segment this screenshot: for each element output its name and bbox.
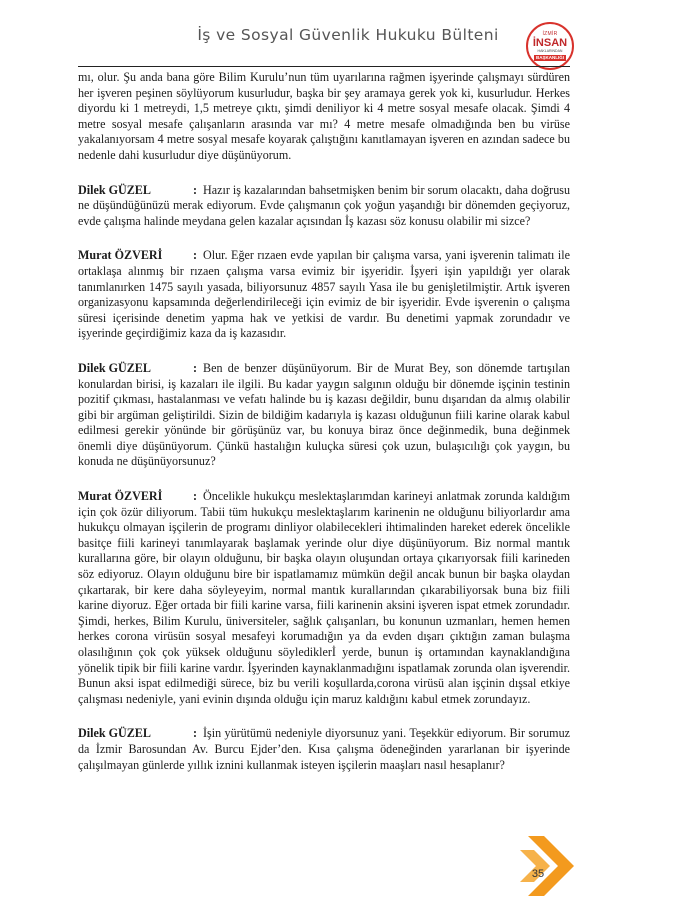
speaker-name: Dilek GÜZEL	[78, 360, 151, 375]
paragraph: Dilek GÜZEL : Hazır iş kazalarından bahsetmişken benim bir sorum olacaktı, daha doğrusu ne düşündüğünüzü merak ediyorum. Evde çalışmanın çok yoğun yaşandığı bir dönemden geçiyoruz, evde çalışma halinde meydana gelen kazalar açısından İş kazası söz konusu olabilir mi sizce?	[78, 182, 570, 228]
paragraph-text: Ben de benzer düşünüyorum. Bir de Murat Bey, son dönemde tartışılan konulardan birisi, iş kazaları ile ilgili. Bu kadar yaygın salgının olduğu bir dönemde işçinin testinin pozitif çıkması, hastalanması ve vefatı halinde bu iş kazası değildir, bunu dışarıdan da almış olabilir gibi bir argüman geliştirildi. Sizin de bildiğim kadarıyla iş kazası olduğunun fiili karine olarak kabul edilmesi gerekir yönünde bir görüşünüz var, bu konuya biraz önce değinmedik, buna değinmek önemli diye düşünüyorum. Çünkü hastalığın kuluçka süresi çok uzun, bulaşıcılığı çok yaygın, bu konuda ne düşünüyorsunuz?	[78, 360, 570, 469]
header-divider	[78, 66, 570, 67]
paragraph: Dilek GÜZEL : İşin yürütümü nedeniyle diyorsunuz yani. Teşekkür ediyorum. Bir sorumuz da İzmir Barosundan Av. Burcu Ejder’den. Kısa çalışma ödeneğinden yararlanan bir işyerinde çalışılmayan günlerde yıllık iznini kullanmak isteyen işçilerin maaşları nasıl hesaplanır?	[78, 726, 570, 772]
paragraph	[78, 70, 570, 164]
paragraph-text: Öncelikle hukukçu meslektaşlarımdan karineyi anlatmak zorunda kaldığım için çok özür diliyorum. Tabii tüm hukukçu meslektaşlarım karinenin ne olduğunu biliyorlardır ama hukukçu olmayan işçilerin de programı dinliyor olabilecekleri ihtimalinden hareket ederek öncelikle basitçe fiili karineyi tanımlayarak başlamak yerinde olur diye düşünüyorum. Biz normal mantık kurallarına göre, bir olayın olduğunu, bir başka olayın oluşundan ortaya çıkarıyorsak fiili karineden söz ediyoruz. Olayın olduğunu bire bir ispatlamamız mümkün değil ancak bunun bir başka olaydan çıkartarak, bir kere daha söyleyeyim, normal mantık kurallarından çıkarabiliyorsak buna biz fiili karine diyoruz. Eğer ortada bir fiili karine varsa, fiili karinenin aksini işveren ispat etmek zorundadır. Şimdi, herkes, Bilim Kurulu, üniversiteler, sağlık çalışanları, bu konunun uzmanları, hemen hemen herkes corona virüsün sosyal mesafeyi korumadığın ya da evden dışarı çıktığın zaman bulaşma olasılığının çok çok yüksek olduğunu söylediklerİ yerde, bunun iş ortamından kaynaklandığına yönelik tipik bir fiili karine vardır. İşyerinden kaynaklanmadığını ispatlamak zorunda olan işverendir. Bunun aksi ispat edilmediği sürece, biz bu verili koşullarda,corona virüsü alan işçinin dışsal etkiye çalışması nedeniyle, yani evinin dışında olduğu için maruz kaldığını kabul etmek zorundayız.	[78, 489, 570, 706]
logo-main-text: İNSAN	[532, 37, 568, 49]
paragraph-text: Hazır iş kazalarından bahsetmişken benim bir sorum olacaktı, daha doğrusu ne düşündüğünüzü merak ediyorum. Evde çalışmanın çok yoğun yaşandığı bir dönemden geçiyoruz, evde çalışma halinde meydana gelen kazalar açısından İş kazası söz konusu olabilir mi sizce?	[78, 182, 570, 228]
logo-sub-text: HAKLARINDAN	[537, 49, 563, 53]
paragraph-text: İşin yürütümü nedeniyle diyorsunuz yani. Teşekkür ediyorum. Bir sorumuz da İzmir Barosundan Av. Burcu Ejder’den. Kısa çalışma ödeneğinden yararlanan bir işyerinde çalışılmayan günlerde yıllık iznini kullanmak isteyen işçilerin maaşları nasıl hesaplanır?	[78, 726, 570, 772]
article-body	[78, 70, 570, 792]
speaker-name: Murat ÖZVERİ	[78, 489, 163, 504]
logo-top-text: İZMİR	[542, 31, 558, 37]
paragraph: Murat ÖZVERİ : Olur. Eğer rızaen evde yapılan bir çalışma varsa, yani işverenin talimatı ile ortaklaşa alınmış bir rızaen çalışma varsa evimiz bir işyeridir. İşyeri işin yapıldığı yer olarak tanımlanırken 1475 sayılı yasada, biliyorsunuz 4857 sayılı Yasa ile bu genişletilmiştir. Artık işveren organizasyonu kapsamında değerlendirileceği için evimiz de bir işyeridir. Evde işverenin o çalışma süresi içerisinde denetim yapma hak ve yetkisi de vardır. Bu denetimi yapmak zorundadır ve işyerinde geçirdiğimiz kaza da iş kazasıdır.	[78, 248, 570, 341]
institution-logo	[526, 22, 574, 70]
paragraph: Dilek GÜZEL : Ben de benzer düşünüyorum. Bir de Murat Bey, son dönemde tartışılan konulardan birisi, iş kazaları ile ilgili. Bu kadar yaygın salgının olduğu bir dönemde işçinin testinin pozitif çıkması, hastalanması ve vefatı halinde bu iş kazası değildir, bunu dışarıdan da almış olabilir gibi bir argüman geliştirildi. Sizin de bildiğim kadarıyla iş kazası olduğunun fiili karine olarak kabul edilmesi gerekir yönünde bir görüşünüz var, bu konuya biraz önce değinmedik, buna değinmek önemli diye düşünüyorum. Çünkü hastalığın kuluçka süresi çok uzun, bulaşıcılığı çok yaygın, bu konuda ne düşünüyorsunuz?	[78, 360, 570, 469]
speaker-name: Dilek GÜZEL	[78, 182, 151, 197]
speaker-name: Murat ÖZVERİ	[78, 248, 163, 263]
page-number: 35	[531, 868, 545, 880]
paragraph: Murat ÖZVERİ : Öncelikle hukukçu meslektaşlarımdan karineyi anlatmak zorunda kaldığım için çok özür diliyorum. Tabii tüm hukukçu meslektaşlarım karinenin ne olduğunu biliyorlardır ama hukukçu olmayan işçilerin de programı dinliyor olabilecekleri ihtimalinden hareket ederek öncelikle basitçe fiili karineyi tanımlayarak başlamak yerinde olur diye düşünüyorum. Biz normal mantık kurallarına göre, bir olayın olduğunu, bir başka olayın oluşundan ortaya çıkarıyorsak fiili karineden söz ediyoruz. Olayın olduğunu bire bir ispatlamamız mümkün değil ancak bunun bir başka olaydan çıkartarak, bir kere daha söyleyeyim, normal mantık kurallarından çıkarabiliyorsak buna biz fiili karine diyoruz. Eğer ortada bir fiili karine varsa, fiili karinenin aksini işveren ispat etmek zorundadır. Şimdi, herkes, Bilim Kurulu, üniversiteler, sağlık çalışanları, bu konunun uzmanları, hemen hemen herkes corona virüsün sosyal mesafeyi korumadığın ya da evden dışarı çıktığın zaman bulaşma olasılığının çok çok yüksek olduğunu söylediklerİ yerde, bunun iş ortamından kaynaklandığına yönelik tipik bir fiili karine vardır. İşyerinden kaynaklanmadığını ispatlamak zorunda olan işverendir. Bunun aksi ispat edilmediği sürece, biz bu verili koşullarda,corona virüsü alan işçinin dışsal etkiye çalışması nedeniyle, yani evinin dışında olduğu için maruz kaldığını kabul etmek zorundayız.	[78, 489, 570, 706]
bulletin-title: İş ve Sosyal Güvenlik Hukuku Bülteni	[197, 26, 499, 44]
speaker-name: Dilek GÜZEL	[78, 726, 151, 741]
page-number-badge	[514, 836, 574, 896]
logo-band-text: BAŞKANLIĞI	[536, 55, 564, 60]
paragraph-text: mı, olur. Şu anda bana göre Bilim Kurulu’nun tüm uyarılarına rağmen işyerinde çalışmayı sürdüren her işveren peşinen söylüyorum kusurludur, başka bir şey aramaya gerek yok ki, kusurludur. Herkes diyordu ki 1 metreydi, 1,5 metreye çıktı, şimdi deniliyor ki 4 metre sosyal mesafe olacak. Şimdi 4 metre sosyal mesafe çalışanların arasında var mı? 4 metre mesafe olmadığında ben bu virüse yakalanıyorsam 4 metre sosyal mesafe koyarak çalıştığını kanıtlamayan işveren en azından sadece bu nedenle dahi kusurludur diye düşünüyorum.	[78, 70, 570, 162]
paragraph-text: Olur. Eğer rızaen evde yapılan bir çalışma varsa, yani işverenin talimatı ile ortaklaşa alınmış bir rızaen çalışma varsa evimiz bir işyeridir. İşyeri işin yapıldığı yer olarak tanımlanırken 1475 sayılı yasada, biliyorsunuz 4857 sayılı Yasa ile bu genişletilmiştir. Artık işveren organizasyonu kapsamında değerlendirileceği için evimiz de bir işyeridir. Evde işverenin o çalışma süresi içerisinde denetim yapma hak ve yetkisi de vardır. Bu denetimi yapmak zorundadır ve işyerinde geçirdiğimiz kaza da iş kazasıdır.	[78, 248, 570, 341]
